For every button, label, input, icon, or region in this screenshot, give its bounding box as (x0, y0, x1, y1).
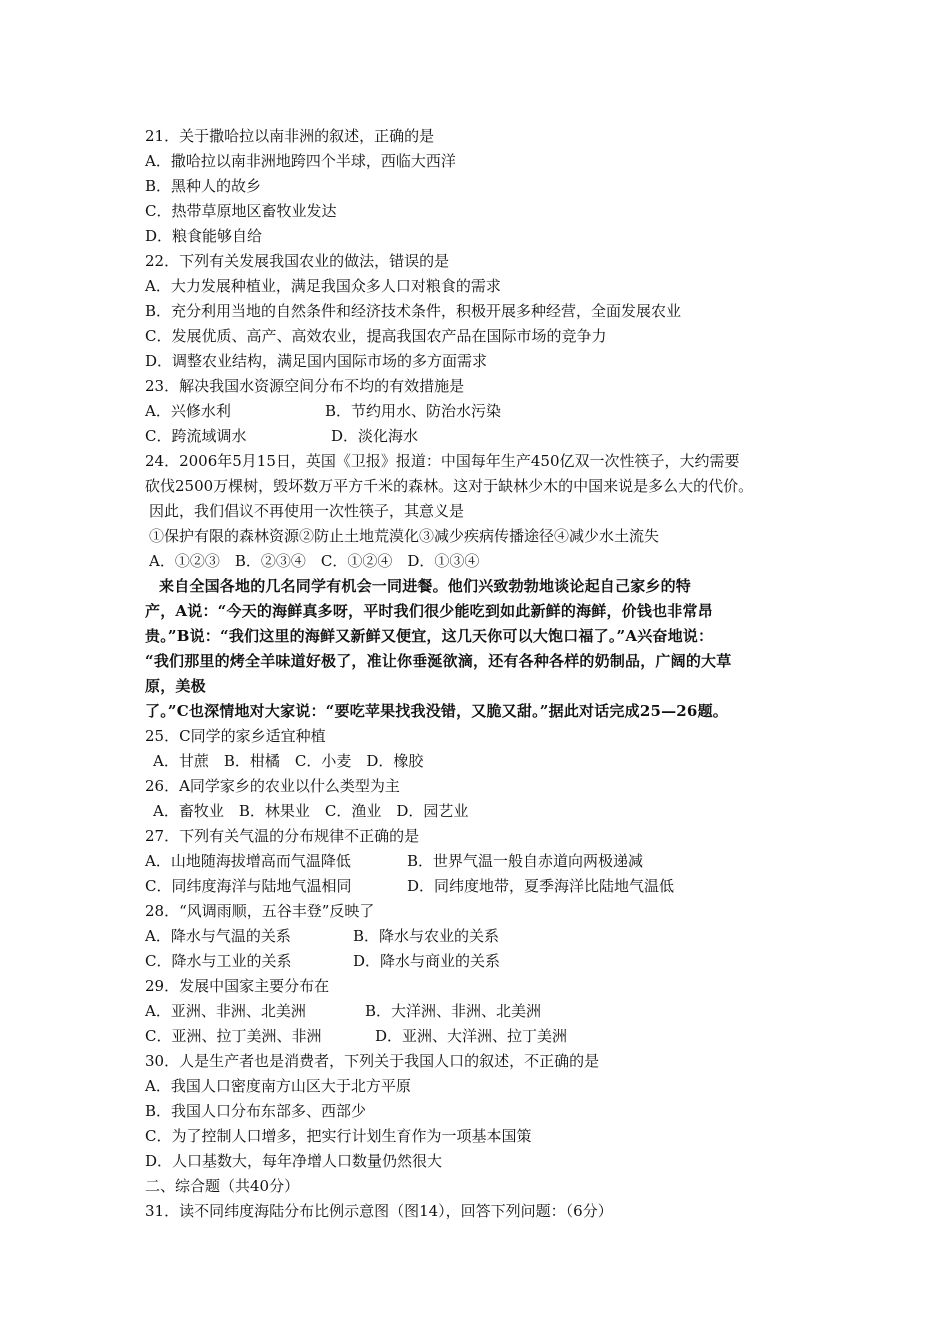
q27-options-row2 (145, 874, 825, 899)
q31-stem: 31．读不同纬度海陆分布比例示意图（图14），回答下列问题：（6分） (145, 1202, 613, 1220)
q23-options-row2 (145, 424, 825, 449)
q22-option-a: A．大力发展种植业，满足我国众多人口对粮食的需求 (145, 277, 501, 295)
q27-options-row1 (145, 849, 825, 874)
q24-line-2: 砍伐2500万棵树，毁坏数万平方千米的森林。这对于缺林少木的中国来说是多么大的代价。 (145, 477, 754, 495)
q23-option-b: B．节约用水、防治水污染 (325, 402, 502, 420)
q29-options-row2 (145, 1024, 825, 1049)
q22-stem: 22．下列有关发展我国农业的做法，错误的是 (145, 252, 450, 270)
q29-option-d: D．亚洲、大洋洲、拉丁美洲 (375, 1027, 568, 1045)
q28-option-c: C．降水与工业的关系 (145, 952, 292, 970)
section-heading: 二、综合题（共40分） (145, 1177, 300, 1195)
q30-option-a: A．我国人口密度南方山区大于北方平原 (145, 1077, 411, 1095)
q25-options: A．甘蔗 B．柑橘 C．小麦 D．橡胶 (153, 752, 424, 770)
q29-stem: 29．发展中国家主要分布在 (145, 977, 330, 995)
q24-options: A．①②③ B．②③④ C．①②④ D．①③④ (149, 552, 480, 570)
q23-option-a: A．兴修水利 (145, 402, 231, 420)
q22-option-b: B．充分利用当地的自然条件和经济技术条件，积极开展多种经营，全面发展农业 (145, 302, 682, 320)
q29-option-a: A．亚洲、非洲、北美洲 (145, 1002, 306, 1020)
q21-option-a: A．撒哈拉以南非洲地跨四个半球，西临大西洋 (145, 152, 456, 170)
q28-options-row2 (145, 949, 825, 974)
q28-option-a: A．降水与气温的关系 (145, 927, 291, 945)
q29-option-b: B．大洋洲、非洲、北美洲 (365, 1002, 542, 1020)
q26-stem: 26．A同学家乡的农业以什么类型为主 (145, 777, 400, 795)
q29-option-c: C．亚洲、拉丁美洲、非洲 (145, 1027, 322, 1045)
q23-options-row1 (145, 399, 825, 424)
q23-option-c: C．跨流域调水 (145, 427, 247, 445)
q28-options-row1 (145, 924, 825, 949)
passage-line-3: 贵。”B说：“我们这里的海鲜又新鲜又便宜，这几天你可以大饱口福了。”A兴奋地说： (145, 627, 714, 645)
q24-line-1: 24．2006年5月15日，英国《卫报》报道：中国每年生产450亿双一次性筷子，大约需要 (145, 452, 740, 470)
q21-option-c: C．热带草原地区畜牧业发达 (145, 202, 337, 220)
q30-option-b: B．我国人口分布东部多、西部少 (145, 1102, 367, 1120)
q27-stem: 27．下列有关气温的分布规律不正确的是 (145, 827, 420, 845)
q27-option-a: A．山地随海拔增高而气温降低 (145, 852, 351, 870)
q30-option-d: D．人口基数大，每年净增人口数量仍然很大 (145, 1152, 443, 1170)
q28-option-b: B．降水与农业的关系 (353, 927, 500, 945)
q21-stem: 21．关于撒哈拉以南非洲的叙述，正确的是 (145, 127, 435, 145)
q21-option-b: B．黑种人的故乡 (145, 177, 262, 195)
passage-line-6: 了。”C也深情地对大家说：“要吃苹果找我没错，又脆又甜。”据此对话完成25—26题。 (145, 702, 728, 720)
q30-stem: 30．人是生产者也是消费者，下列关于我国人口的叙述，不正确的是 (145, 1052, 600, 1070)
q28-option-d: D．降水与商业的关系 (353, 952, 501, 970)
q22-option-d: D．调整农业结构，满足国内国际市场的多方面需求 (145, 352, 488, 370)
q28-stem: 28．“风调雨顺，五谷丰登”反映了 (145, 902, 375, 920)
q24-line-4: ①保护有限的森林资源②防止土地荒漠化③减少疾病传播途径④减少水土流失 (149, 527, 660, 545)
q30-option-c: C．为了控制人口增多，把实行计划生育作为一项基本国策 (145, 1127, 532, 1145)
passage-line-5: 原，美极 (145, 677, 206, 695)
q27-option-d: D．同纬度地带，夏季海洋比陆地气温低 (407, 877, 675, 895)
q27-option-b: B．世界气温一般自赤道向两极递减 (407, 852, 644, 870)
q25-stem: 25．C同学的家乡适宜种植 (145, 727, 326, 745)
q21-option-d: D．粮食能够自给 (145, 227, 263, 245)
exam-page (145, 124, 825, 1224)
q23-option-d: D．淡化海水 (331, 427, 419, 445)
q29-options-row1 (145, 999, 825, 1024)
q26-options: A．畜牧业 B．林果业 C．渔业 D．园艺业 (153, 802, 469, 820)
q23-stem: 23．解决我国水资源空间分布不均的有效措施是 (145, 377, 465, 395)
q22-option-c: C．发展优质、高产、高效农业，提高我国农产品在国际市场的竞争力 (145, 327, 607, 345)
q24-line-3: 因此，我们倡议不再使用一次性筷子，其意义是 (149, 502, 465, 520)
passage-line-1: 来自全国各地的几名同学有机会一同进餐。他们兴致勃勃地谈论起自己家乡的特 (159, 577, 692, 595)
passage-line-4: “我们那里的烤全羊味道好极了，准让你垂涎欲滴，还有各种各样的奶制品，广阔的大草 (145, 652, 732, 670)
passage-line-2: 产，A说：“今天的海鲜真多呀，平时我们很少能吃到如此新鲜的海鲜，价钱也非常昂 (145, 602, 713, 620)
q27-option-c: C．同纬度海洋与陆地气温相同 (145, 877, 352, 895)
